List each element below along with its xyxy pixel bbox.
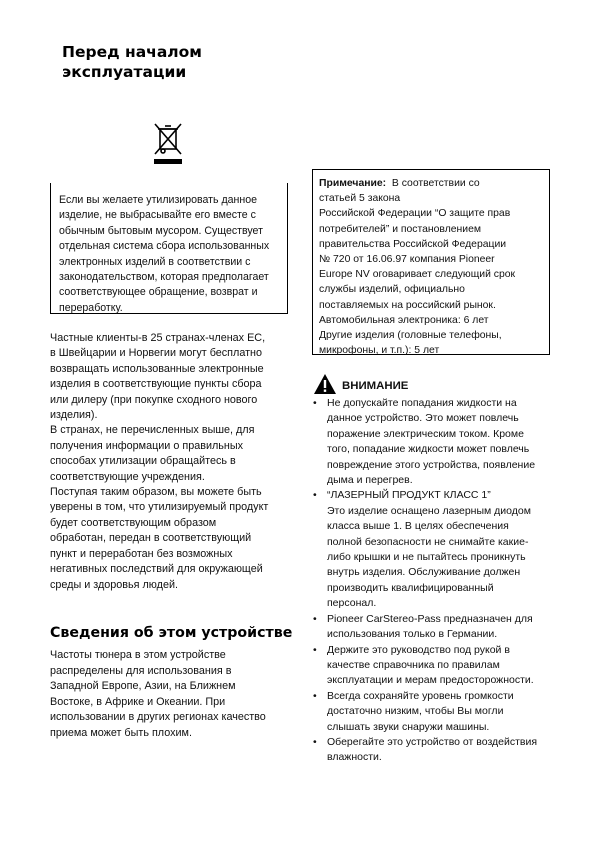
section-title [62, 42, 292, 82]
warning-title: ВНИМАНИЕ [342, 380, 409, 392]
disposal-text-line: возвращать использованные электронные [50, 362, 264, 375]
about-text-line: приема может быть плохим. [50, 726, 192, 739]
note-line: потребителей” и постановлением [319, 223, 482, 235]
section-title-line2: эксплуатации [62, 63, 187, 81]
disposal-text-line: будет соответствующим образом [50, 516, 217, 529]
about-text-line: использовании в других регионах качество [50, 711, 266, 724]
warning-item-line: качестве справочника по правилам [327, 658, 500, 671]
warning-item-line: • Всегда сохраняйте уровень громкости [327, 689, 514, 702]
note-line: Российской Федерации “О защите прав [319, 208, 511, 220]
about-text-line: Востоке, в Африке и Океании. При [50, 695, 226, 708]
warning-item-line: полной безопасности не снимайте какие- [327, 535, 529, 548]
warning-item [312, 396, 562, 488]
warning-item-line: производить квалифицированный [327, 581, 494, 594]
disposal-text-line: изделия). [50, 409, 98, 422]
about-device-paragraph [50, 648, 295, 742]
warning-item-line: повреждение этого устройства, появление [327, 458, 536, 471]
warning-item-line: Это изделие оснащено лазерным диодом [327, 504, 531, 517]
warning-list [312, 396, 562, 766]
disposal-text-line: способах утилизации обращайтесь в [50, 455, 236, 468]
disposal-text-line: или дилеру (при покупке сходного нового [50, 393, 258, 406]
disposal-paragraph [50, 331, 295, 593]
disposal-text-line: В странах, не перечисленных выше, для [50, 424, 255, 437]
disposal-text-line: негативных последствий для окружающей [50, 563, 263, 576]
disposal-box-line: переработку. [59, 301, 123, 314]
warning-item-line: дыма и перегрев. [327, 474, 413, 487]
warning-item [312, 643, 562, 689]
disposal-box-line: соответствующее обращение, возврат и [59, 286, 258, 299]
warning-item-line: внутрь изделия. Обслуживание должен [327, 566, 521, 579]
warning-heading [313, 372, 408, 396]
warning-item-line: данное устройство. Это может повлечь [327, 412, 519, 425]
warning-item-line: • Держите это руководство под рукой в [327, 643, 510, 656]
disposal-box-line: электронных изделий в соответствии с [59, 255, 251, 268]
warning-item [312, 612, 562, 643]
warning-item-line: использования только в Германии. [327, 628, 498, 641]
note-line: Другие изделия (головные телефоны, [319, 330, 502, 342]
warning-item-line: • Оберегайте это устройство от воздействия [327, 735, 538, 748]
warning-item-line: слышать звуки снаружи машины. [327, 720, 490, 733]
disposal-box-line: законодательством, которая предполагает [59, 271, 269, 284]
disposal-text-line: пункт и переработан без возможных [50, 547, 233, 560]
warning-triangle-icon [313, 373, 337, 395]
disposal-text-line: обработан, передан в соответствующий [50, 532, 252, 545]
note-line: микрофоны, и т.п.): 5 лет [319, 345, 440, 357]
warning-item-line: персонал. [327, 597, 377, 610]
disposal-box-line: изделие, не выбрасывайте его вместе с [59, 209, 256, 222]
about-device-heading: Сведения об этом устройстве [50, 625, 293, 641]
note-line: статьей 5 закона [319, 193, 401, 205]
note-first-line-text: В соответствии со [391, 178, 480, 189]
about-text-line: Частоты тюнера в этом устройстве [50, 649, 226, 661]
disposal-text-line: в Швейцарии и Норвегии могут бесплатно [50, 347, 262, 360]
warning-item [312, 735, 562, 766]
warning-item-line: эксплуатации и мерам предосторожности. [327, 674, 534, 687]
note-line: правительства Российской Федерации [319, 238, 507, 250]
about-text-line: Западной Европе, Азии, на Ближнем [50, 680, 236, 693]
warning-item-line: достаточно низким, чтобы Вы могли [327, 705, 504, 718]
note-label: Примечание: [319, 178, 387, 189]
warning-item [312, 689, 562, 735]
note-box [312, 169, 550, 355]
disposal-notice-box [50, 183, 288, 314]
disposal-text-line: получения информации о правильных [50, 439, 244, 452]
warning-item-line: • Pioneer CarStereo-Pass предназначен для [327, 612, 533, 625]
section-title-line1: Перед началом [62, 43, 202, 61]
disposal-text-line: Поступая таким образом, вы можете быть [50, 486, 262, 499]
disposal-text-line: Частные клиенты-в 25 странах-членах ЕС, [50, 332, 266, 344]
note-line: № 720 от 16.06.97 компания Pioneer [319, 254, 495, 266]
warning-item-line: либо крышки и не пытайтесь проникнуть [327, 551, 526, 564]
note-line: поставляемых на российский рынок. [319, 299, 496, 311]
note-line: Автомобильная электроника: 6 лет [319, 314, 489, 326]
note-first-line [319, 176, 549, 191]
disposal-box-line: отдельная система сбора использованных [59, 240, 270, 253]
warning-item-line: того, попадание жидкости может повлечь [327, 443, 530, 456]
disposal-text-line: соответствующие учреждения. [50, 470, 205, 483]
warning-item [312, 488, 562, 611]
warning-item-line: поражение электрическим током. Кроме [327, 427, 524, 440]
disposal-box-line: Если вы желаете утилизировать данное [59, 194, 258, 206]
warning-item-line: влажности. [327, 751, 382, 764]
about-text-line: распределены для использования в [50, 664, 232, 677]
note-line: службы изделий, официально [319, 284, 465, 296]
note-line: Europe NV оговаривает следующий срок [319, 269, 516, 281]
disposal-box-line: обычным бытовым мусором. Существует [59, 224, 263, 237]
disposal-text-line: уверены в том, что утилизируемый продукт [50, 501, 269, 514]
warning-item-line: класса выше 1. В целях обеспечения [327, 520, 509, 533]
disposal-text-line: среды и здоровья людей. [50, 578, 178, 591]
warning-item-line: • Не допускайте попадания жидкости на [327, 397, 517, 409]
crossed-out-wheelie-bin-icon [150, 120, 186, 166]
warning-item-line: • “ЛАЗЕРНЫЙ ПРОДУКТ КЛАСС 1” [327, 489, 491, 502]
disposal-text-line: изделия в соответствующие пункты сбора [50, 378, 262, 391]
